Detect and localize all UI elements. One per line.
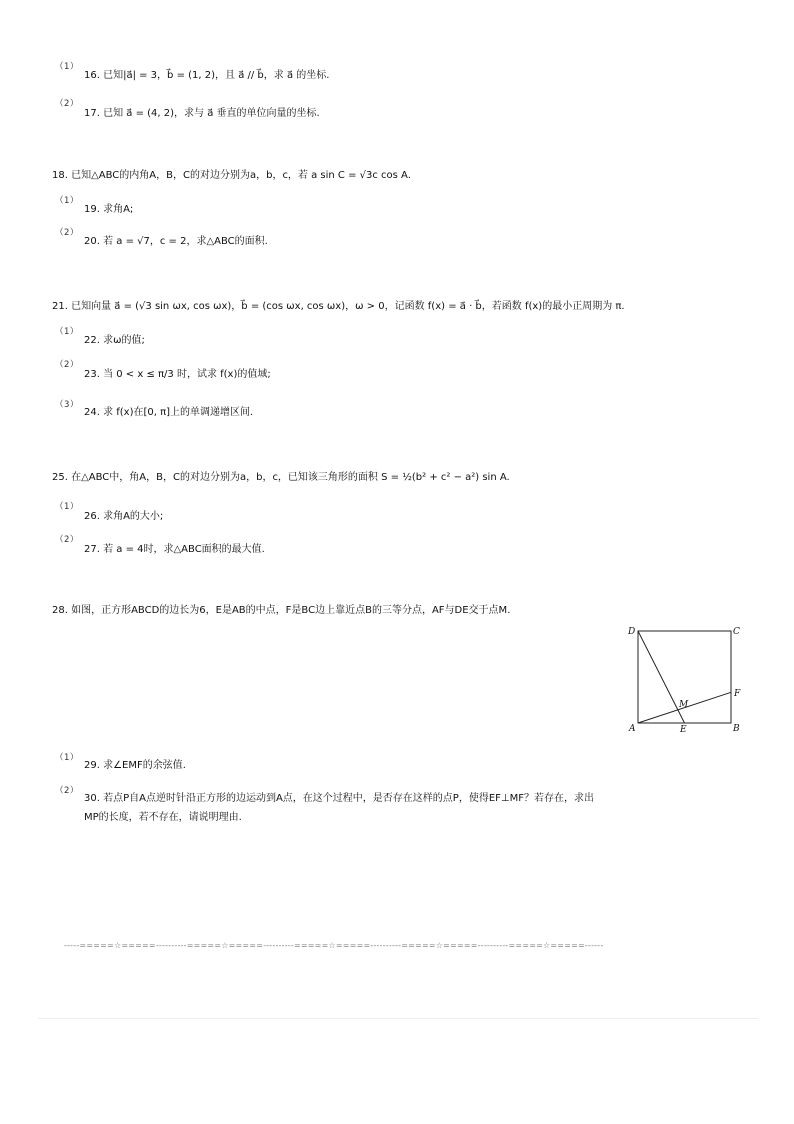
square-figure <box>624 622 750 734</box>
sub-label: （2） <box>55 99 79 109</box>
label-m: M <box>679 700 689 710</box>
segment-de <box>638 631 685 723</box>
question-text: 22. 求ω的值; <box>84 335 145 346</box>
question-text: 26. 求角A的大小; <box>84 511 164 522</box>
question-text: 18. 已知△ABC的内角A，B，C的对边分别为a，b，c，若 a sin C = √3c cos A. <box>52 170 411 181</box>
label-b: B <box>733 724 740 734</box>
question-text: 28. 如图，正方形ABCD的边长为6，E是AB的中点，F是BC边上靠近点B的三等分点，AF与DE交于点M. <box>52 605 511 616</box>
question-text: 17. 已知 a⃗ = (4, 2)，求与 a⃗ 垂直的单位向量的坐标. <box>84 108 320 119</box>
sub-label: （1） <box>55 327 79 337</box>
label-f: F <box>734 689 741 699</box>
question-text: 20. 若 a = √7，c = 2，求△ABC的面积. <box>84 236 268 247</box>
question-text: 25. 在△ABC中，角A，B，C的对边分别为a，b，c，已知该三角形的面积 S = ½(b² + c² − a²) sin A. <box>52 472 510 483</box>
question-text: 27. 若 a = 4时，求△ABC面积的最大值. <box>84 544 265 555</box>
sub-label: （2） <box>55 786 79 796</box>
sub-label: （3） <box>55 400 79 410</box>
page-divider <box>38 1018 758 1019</box>
label-d: D <box>628 627 636 637</box>
sub-label: （1） <box>55 196 79 206</box>
sub-label: （2） <box>55 360 79 370</box>
question-text: 19. 求角A; <box>84 204 134 215</box>
question-text: 30. 若点P自A点逆时针沿正方形的边运动到A点，在这个过程中，是否存在这样的点P，使得EF⊥MF？若存在，求出 <box>84 793 594 804</box>
question-text: 23. 当 0 < x ≤ π/3 时，试求 f(x)的值域; <box>84 369 271 380</box>
sub-label: （1） <box>55 753 79 763</box>
separator-line: -----=====☆=====----------=====☆=====----------=====☆=====----------=====☆=====----------=====☆=====------ <box>64 941 604 950</box>
label-a: A <box>629 724 636 734</box>
sub-label: （2） <box>55 535 79 545</box>
label-e: E <box>680 725 687 734</box>
question-text: 21. 已知向量 a⃗ = (√3 sin ωx, cos ωx)，b⃗ = (cos ωx, cos ωx)，ω > 0，记函数 f(x) = a⃗ · b⃗，若函数 f(x)的最小正周期为 π. <box>52 301 625 312</box>
sub-label: （1） <box>55 502 79 512</box>
question-text: 16. 已知|a⃗| = 3，b⃗ = (1, 2)，且 a⃗ // b⃗，求 a⃗ 的坐标. <box>84 70 330 81</box>
question-text: 29. 求∠EMF的余弦值. <box>84 760 186 771</box>
question-text: 24. 求 f(x)在[0, π]上的单调递增区间. <box>84 407 254 418</box>
label-c: C <box>733 627 740 637</box>
sub-label: （1） <box>55 62 79 72</box>
sub-label: （2） <box>55 228 79 238</box>
question-text-continued: MP的长度，若不存在，请说明理由. <box>84 812 242 823</box>
